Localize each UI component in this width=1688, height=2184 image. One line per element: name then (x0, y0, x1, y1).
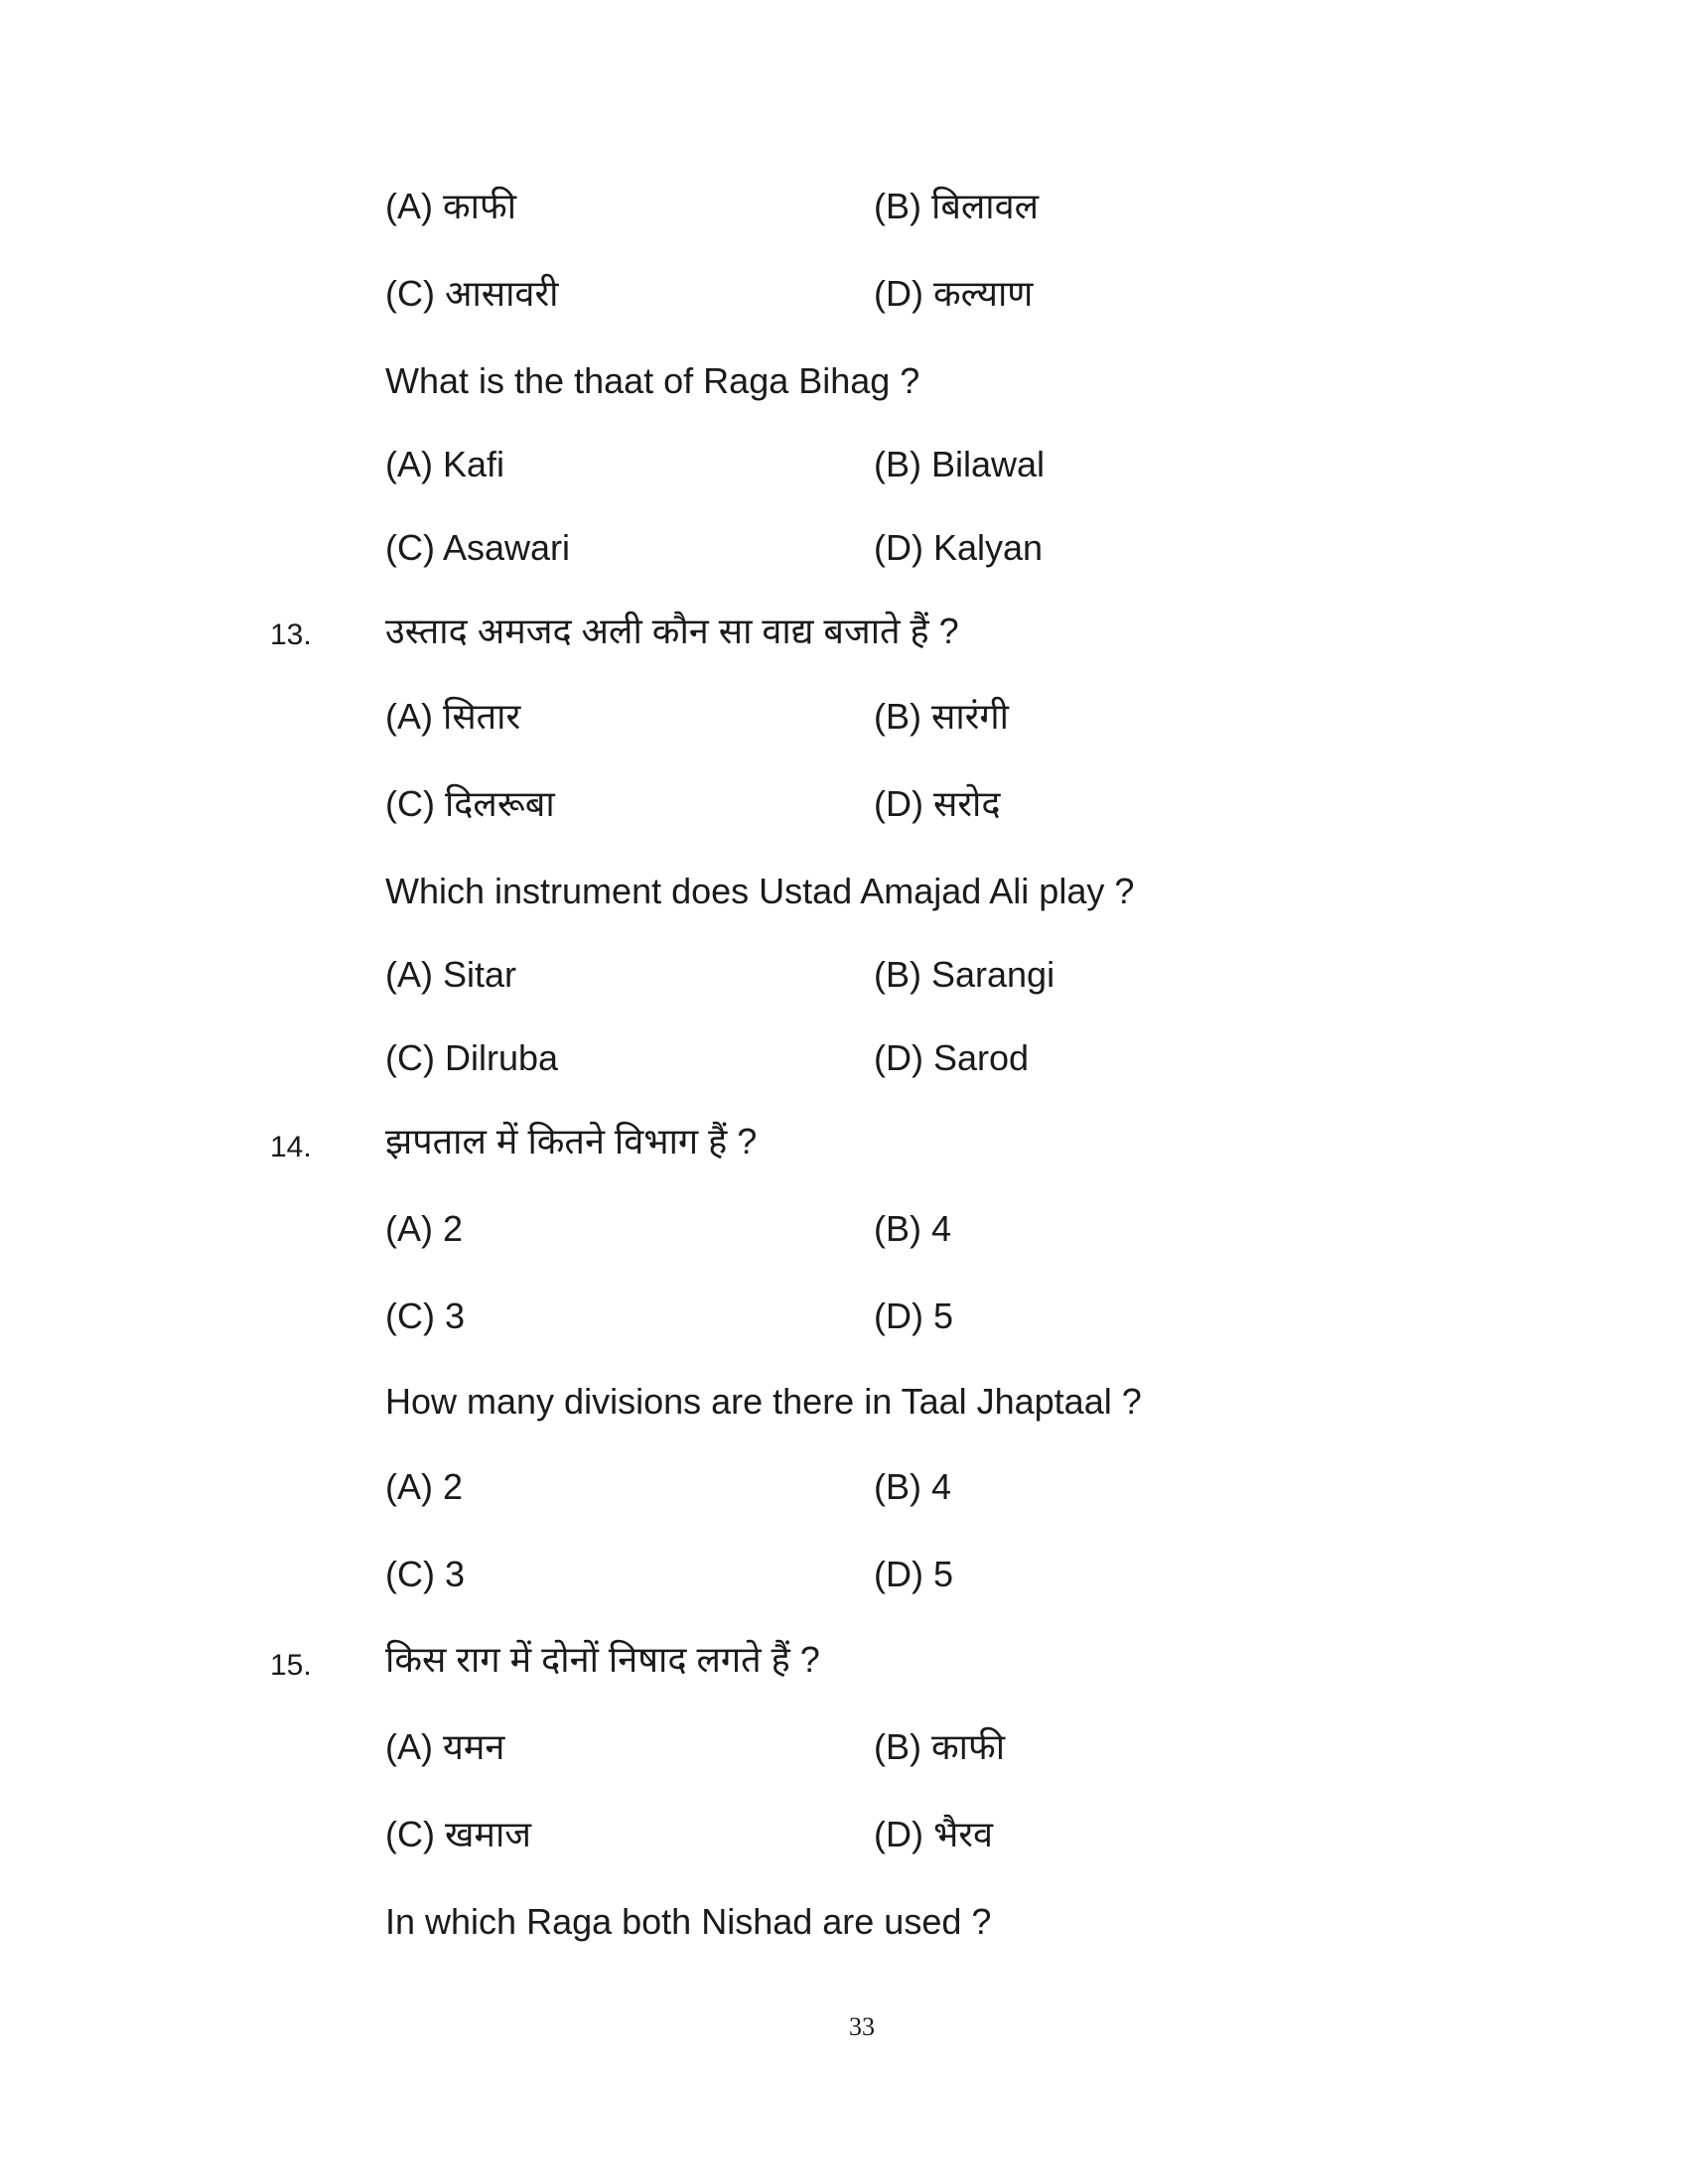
option-d-hindi: (D) सरोद (874, 783, 1001, 824)
question-number: 13. (270, 618, 312, 651)
question-text-english: Which instrument does Ustad Amajad Ali play ? (385, 871, 1135, 911)
question-text-hindi: किस राग में दोनों निषाद लगते हैं ? (385, 1639, 820, 1680)
option-a-english: (A) 2 (385, 1466, 464, 1507)
option-c-hindi: (C) दिलरूबा (385, 783, 555, 824)
option-a-english: (A) Kafi (385, 444, 505, 484)
option-a-hindi: (A) यमन (385, 1726, 505, 1767)
option-b-hindi: (B) काफी (874, 1726, 1006, 1767)
question-number: 15. (270, 1649, 312, 1682)
question-text-hindi: झपताल में कितने विभाग हैं ? (385, 1121, 758, 1161)
option-c-english: (C) Dilruba (385, 1037, 559, 1078)
option-b-english: (B) Sarangi (874, 954, 1055, 995)
option-a-hindi: (A) काफी (385, 186, 517, 226)
option-a-hindi: (A) 2 (385, 1208, 464, 1249)
question-text-english: In which Raga both Nishad are used ? (385, 1901, 992, 1942)
option-b-hindi: (B) सारंगी (874, 696, 1009, 737)
question-text-hindi: उस्ताद अमजद अली कौन सा वाद्य बजाते हैं ? (385, 611, 959, 651)
option-b-english: (B) Bilawal (874, 444, 1046, 484)
option-d-english: (D) Kalyan (874, 527, 1044, 568)
option-d-english: (D) Sarod (874, 1037, 1030, 1078)
question-number: 14. (270, 1131, 312, 1163)
option-c-english: (C) Asawari (385, 527, 571, 568)
option-a-english: (A) Sitar (385, 954, 517, 995)
question-text-english: What is the thaat of Raga Bihag ? (385, 360, 920, 401)
option-d-english: (D) 5 (874, 1554, 953, 1594)
option-c-hindi: (C) खमाज (385, 1814, 531, 1854)
option-c-hindi: (C) आसावरी (385, 273, 559, 314)
question-text-english: How many divisions are there in Taal Jhaptaal ? (385, 1381, 1142, 1422)
option-d-hindi: (D) कल्याण (874, 273, 1034, 314)
option-a-hindi: (A) सितार (385, 696, 521, 737)
option-d-hindi: (D) 5 (874, 1296, 953, 1336)
option-d-hindi: (D) भैरव (874, 1814, 994, 1854)
option-b-hindi: (B) 4 (874, 1208, 952, 1249)
option-c-hindi: (C) 3 (385, 1296, 465, 1336)
option-c-english: (C) 3 (385, 1554, 465, 1594)
page-number: 33 (849, 2012, 875, 2041)
option-b-hindi: (B) बिलावल (874, 186, 1040, 226)
option-b-english: (B) 4 (874, 1466, 952, 1507)
